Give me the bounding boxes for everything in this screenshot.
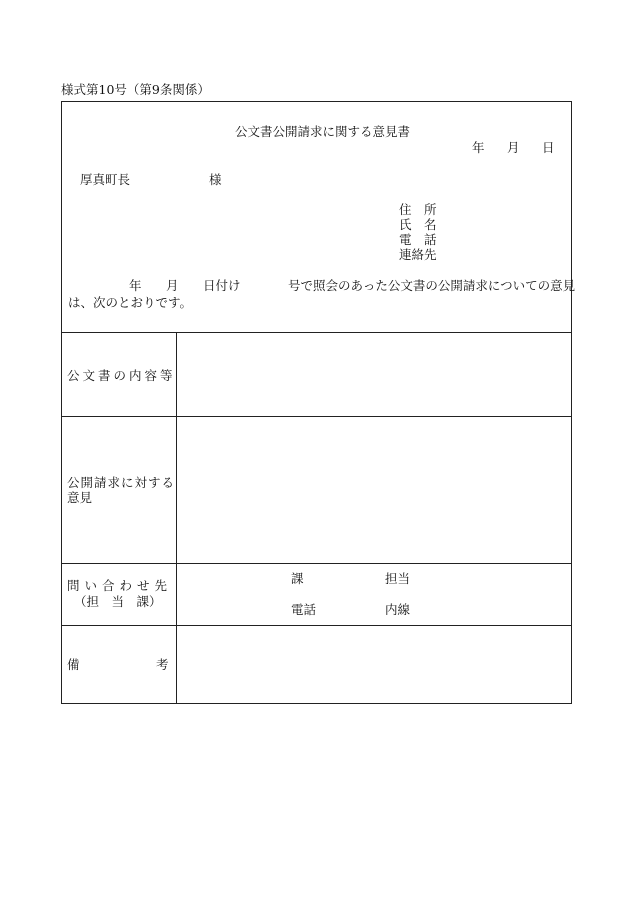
- body-line2: は、次のとおりです。: [68, 295, 193, 310]
- addressee: 厚真町長: [80, 172, 131, 187]
- honorific: 様: [209, 172, 222, 187]
- inquiry-section: 課: [291, 571, 304, 586]
- divider-inquiry: [61, 625, 572, 626]
- form-title: 公文書公開請求に関する意見書: [235, 124, 411, 139]
- body-year: 年: [129, 278, 142, 293]
- divider-opinion: [61, 563, 572, 564]
- inquiry-label-line2: （担 当 課）: [74, 594, 162, 609]
- date-day: 日: [542, 140, 555, 155]
- phone-label: 電 話: [399, 232, 437, 247]
- form-frame: [61, 101, 572, 704]
- remarks-label-left: 備: [67, 657, 80, 672]
- body-line1: 号で照会のあった公文書の公開請求についての意見: [288, 278, 576, 293]
- remarks-label-right: 考: [156, 657, 169, 672]
- form-number: 様式第10号（第9条関係）: [61, 82, 210, 97]
- inquiry-label-line1: 問い合わせ先: [67, 578, 173, 593]
- opinion-label-line2: 意見: [67, 490, 93, 505]
- content-label: 公文書の内容等: [67, 368, 176, 383]
- divider-content: [61, 416, 572, 417]
- contact-label: 連絡先: [399, 247, 437, 262]
- inquiry-extension: 内線: [385, 602, 411, 617]
- divider-header: [61, 332, 572, 333]
- inquiry-person: 担当: [385, 571, 411, 586]
- date-year: 年: [472, 140, 485, 155]
- label-column-divider: [176, 332, 177, 704]
- body-dated: 日付け: [203, 278, 241, 293]
- date-month: 月: [507, 140, 520, 155]
- inquiry-phone: 電話: [291, 602, 317, 617]
- body-month: 月: [166, 278, 179, 293]
- opinion-label-line1: 公開請求に対する: [67, 475, 176, 490]
- name-label: 氏 名: [399, 217, 437, 232]
- address-label: 住 所: [399, 202, 437, 217]
